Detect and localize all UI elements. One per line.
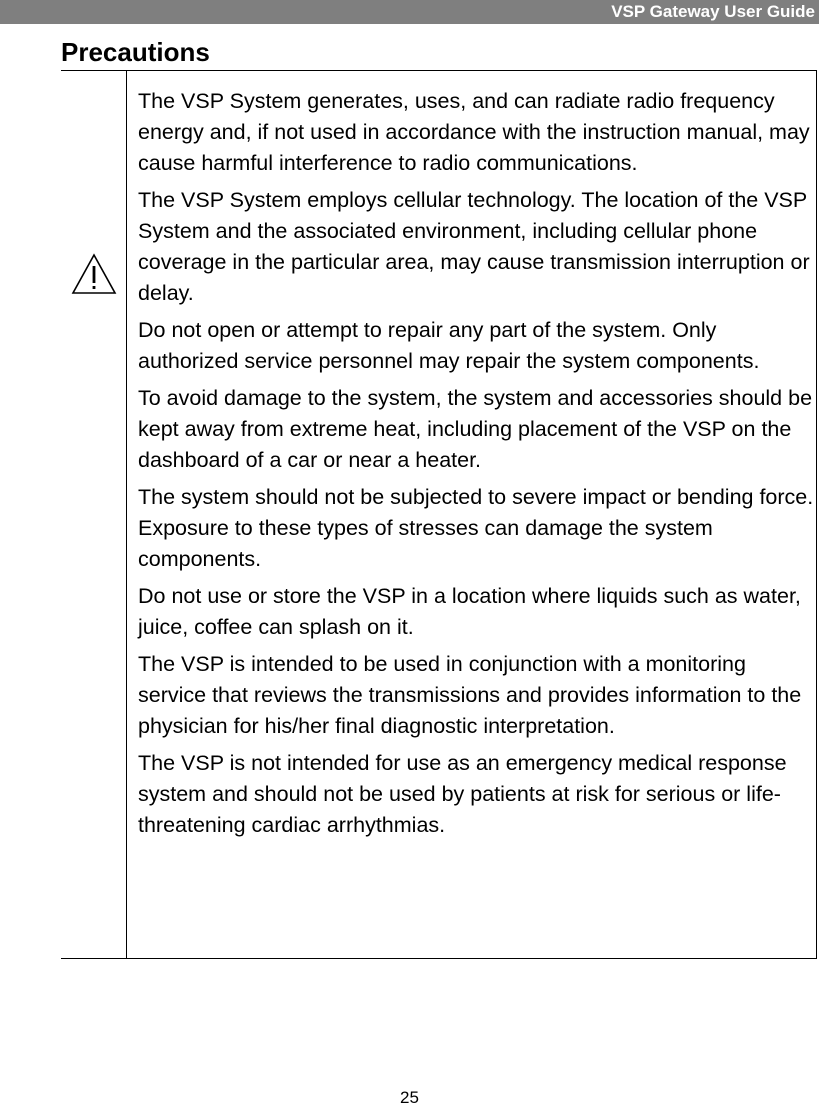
icon-column <box>61 71 127 958</box>
document-title: VSP Gateway User Guide <box>611 2 815 21</box>
precautions-list <box>138 86 814 847</box>
precaution-liquids: Do not use or store the VSP in a location where liquids such as water, juice, coffee can splash on it. <box>138 584 801 639</box>
precaution-impact: The system should not be subjected to severe impact or bending force. Exposure to these types of stresses can damage the system components. <box>138 485 814 571</box>
precaution-not-emergency: The VSP is not intended for use as an emergency medical response system and should not be used by patients at risk for serious or life-threatening cardiac arrhythmias. <box>138 751 787 837</box>
header-bar <box>0 0 819 24</box>
precaution-no-repair: Do not open or attempt to repair any part of the system. Only authorized service personnel may repair the system components. <box>138 318 760 373</box>
warning-triangle-icon <box>71 252 117 296</box>
precaution-heat: To avoid damage to the system, the system and accessories should be kept away from extreme heat, including placement of the VSP on the dashboard of a car or near a heater. <box>138 386 813 472</box>
precaution-cellular: The VSP System employs cellular technology. The location of the VSP System and the associated environment, including cellular phone coverage in the particular area, may cause transmission interruption or delay. <box>138 188 810 305</box>
page-number: 25 <box>400 1088 419 1107</box>
precaution-monitoring-service: The VSP is intended to be used in conjunction with a monitoring service that reviews the transmissions and provides information to the physician for his/her final diagnostic interpretation. <box>138 652 802 738</box>
precaution-rf-interference: The VSP System generates, uses, and can radiate radio frequency energy and, if not used in accordance with the instruction manual, may cause harmful interference to radio communications. <box>138 89 810 175</box>
precautions-table <box>61 70 817 959</box>
page-title: Precautions <box>61 37 210 67</box>
